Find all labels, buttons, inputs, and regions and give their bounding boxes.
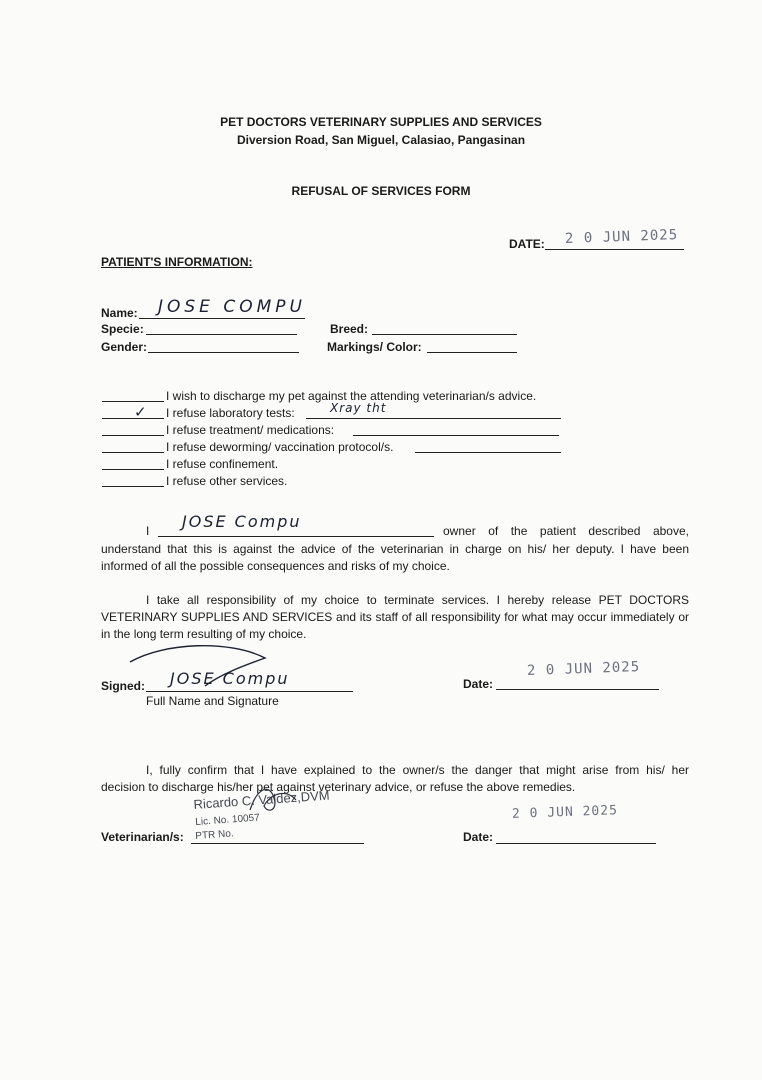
statement-line-1: owner of the patient described above,: [443, 524, 689, 538]
vet-date-stamp: 2 0 JUN 2025: [511, 803, 619, 822]
org-address: Diversion Road, San Miguel, Calasiao, Pangasinan: [236, 133, 526, 147]
vet-stamp-ptr: PTR No.: [195, 828, 235, 842]
veterinarian-label: Veterinarian/s:: [101, 830, 184, 844]
confirmation-line-2: decision to discharge his/her pet against veterinary advice, or refuse the above remedies.: [101, 780, 576, 794]
gender-line: [148, 352, 299, 353]
refusal-item-6: I refuse other services.: [166, 474, 288, 488]
specie-line: [146, 334, 297, 335]
markings-line: [427, 352, 517, 353]
responsibility-line-2: VETERINARY SUPPLIES AND SERVICES and its staff of all responsibility for what may occur immediately or: [101, 610, 689, 624]
date-top-stamp: 2 0 JUN 2025: [564, 227, 679, 247]
refusal-blank-2: [102, 418, 164, 419]
treatment-line: [353, 435, 559, 436]
statement-line-2: understand that this is against the advice of the veterinarian in charge on his/ her deputy. I have been: [101, 542, 689, 556]
org-name: PET DOCTORS VETERINARY SUPPLIES AND SERVICES: [220, 115, 542, 129]
vet-date-label: Date:: [463, 830, 494, 844]
refusal-blank-1: [102, 401, 164, 402]
confirmation-line-1: I, fully confirm that I have explained to the owner/s the danger that might arise from his/ her: [146, 763, 689, 777]
breed-label: Breed:: [330, 322, 369, 336]
refusal-blank-5: [102, 469, 164, 470]
refusal-blank-6: [102, 486, 164, 487]
refusal-blank-3: [102, 435, 164, 436]
refusal-item-2: I refuse laboratory tests:: [166, 406, 295, 420]
responsibility-line-1: I take all responsibility of my choice to terminate services. I hereby release PET DOCTORS: [146, 593, 689, 607]
owner-name-line: [158, 536, 434, 537]
refusal-item-1: I wish to discharge my pet against the attending veterinarian/s advice.: [166, 389, 537, 403]
form-title: REFUSAL OF SERVICES FORM: [291, 184, 471, 198]
name-line: [139, 318, 305, 319]
patient-name-handwritten: JOSE COMPU: [158, 297, 306, 317]
vet-date-line: [496, 843, 656, 844]
vet-stamp-license: Lic. No. 10057: [195, 812, 261, 828]
date-top-line: [545, 249, 684, 250]
statement-line-3: informed of all the possible consequences and risks of my choice.: [101, 559, 450, 573]
date-top-label: DATE:: [509, 237, 545, 251]
signed-date-line: [496, 689, 659, 690]
lab-tests-handwritten: Xray tht: [330, 401, 387, 415]
signed-label: Signed:: [101, 679, 145, 693]
signed-sublabel: Full Name and Signature: [146, 694, 279, 708]
gender-label: Gender:: [101, 340, 148, 354]
responsibility-line-3: in the long term resulting of my choice.: [101, 627, 307, 641]
refusal-item-3: I refuse treatment/ medications:: [166, 423, 335, 437]
owner-signature: JOSE Compu: [170, 669, 290, 688]
patient-section-title: PATIENT'S INFORMATION:: [101, 255, 253, 269]
vet-signature-flourish: [240, 780, 310, 820]
name-label: Name:: [101, 306, 138, 320]
statement-prefix: I: [146, 524, 150, 538]
vet-stamp-name: Ricardo C. Valdez,DVM: [193, 787, 331, 812]
signed-date-stamp: 2 0 JUN 2025: [526, 659, 641, 679]
refusal-item-5: I refuse confinement.: [166, 457, 279, 471]
refusal-check-mark: ✓: [134, 403, 149, 421]
deworming-line: [415, 452, 561, 453]
lab-tests-line: [306, 418, 561, 419]
breed-line: [372, 334, 517, 335]
refusal-blank-4: [102, 452, 164, 453]
specie-label: Specie:: [101, 322, 144, 336]
veterinarian-line: [191, 843, 364, 844]
owner-name-handwritten: JOSE Compu: [182, 512, 302, 531]
refusal-item-4: I refuse deworming/ vaccination protocol/s.: [166, 440, 394, 454]
markings-label: Markings/ Color:: [327, 340, 422, 354]
signed-date-label: Date:: [463, 677, 494, 691]
